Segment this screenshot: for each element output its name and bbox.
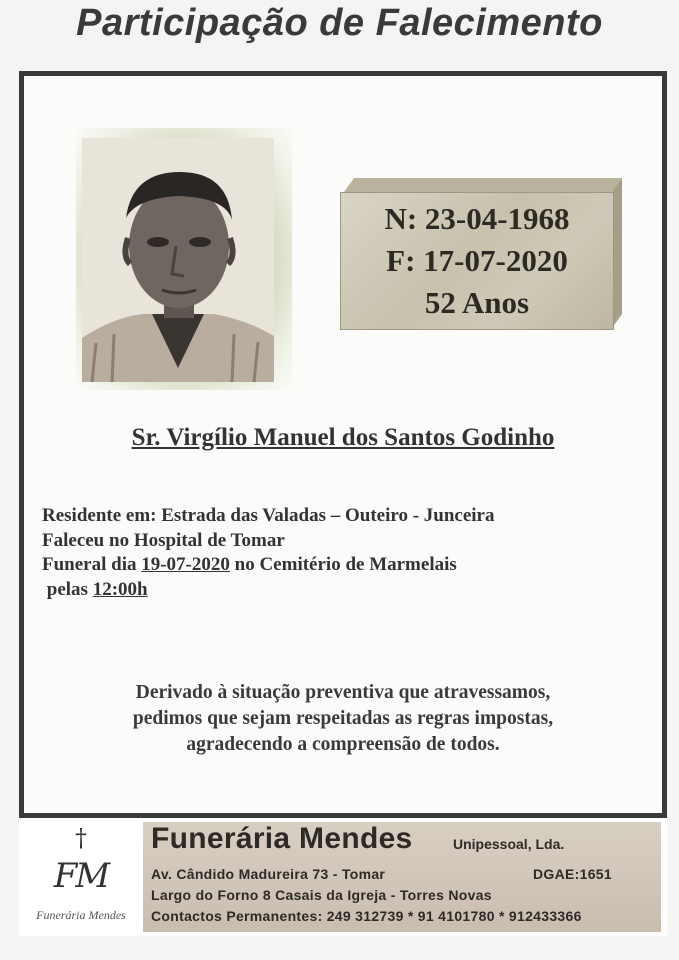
death-date: F: 17-07-2020	[386, 243, 568, 278]
age: 52 Anos	[424, 285, 530, 320]
funeral-home-info	[143, 822, 661, 932]
company-name: Funerária Mendes	[151, 822, 413, 855]
funeral-date: 19-07-2020	[141, 554, 230, 575]
funeral-home-footer	[19, 813, 667, 936]
funeral-prefix: Funeral dia	[42, 554, 142, 575]
funeral-line	[42, 553, 642, 578]
logo-text: Funerária Mendes	[36, 908, 126, 922]
deceased-name	[24, 424, 662, 452]
notice-line-2: pedimos que sejam respeitadas as regras impostas,	[132, 708, 554, 729]
address-torres-novas: Largo do Forno 8 Casais da Igreja - Torres Novas	[151, 887, 492, 903]
covid-notice	[24, 680, 662, 758]
time-line	[42, 578, 642, 603]
contacts: Contactos Permanentes: 249 312739 * 91 4101780 * 912433366	[151, 908, 582, 924]
dates-plaque	[340, 178, 622, 328]
funeral-details	[42, 504, 642, 602]
logo-monogram: FM	[53, 856, 109, 896]
company-suffix: Unipessoal, Lda.	[453, 836, 565, 852]
dgae-code: DGAE:1651	[533, 866, 612, 882]
address-tomar: Av. Cândido Madureira 73 - Tomar	[151, 866, 386, 882]
obituary-frame	[19, 71, 667, 936]
notice-line-1: Derivado à situação preventiva que atravessamos,	[135, 682, 551, 703]
plaque-top-face	[344, 178, 622, 192]
notice-line-3: agradecendo a compreensão de todos.	[186, 734, 500, 755]
page-title: Participação de Falecimento	[76, 2, 603, 44]
residence-line: Residente em: Estrada das Valadas – Outeiro - Junceira	[42, 505, 495, 526]
time-prefix: pelas	[42, 578, 93, 600]
plaque-front	[340, 192, 614, 330]
deceased-name-text: Sr. Virgílio Manuel dos Santos Godinho	[131, 424, 555, 451]
funeral-suffix: no Cemitério de Marmelais	[229, 554, 457, 575]
cross-icon: †	[75, 824, 87, 852]
death-place-line: Faleceu no Hospital de Tomar	[42, 529, 285, 551]
funeral-home-logo	[25, 824, 137, 928]
birth-date: N: 23-04-1968	[384, 201, 570, 236]
portrait-photo	[82, 138, 274, 382]
funeral-time: 12:00h	[92, 578, 148, 600]
